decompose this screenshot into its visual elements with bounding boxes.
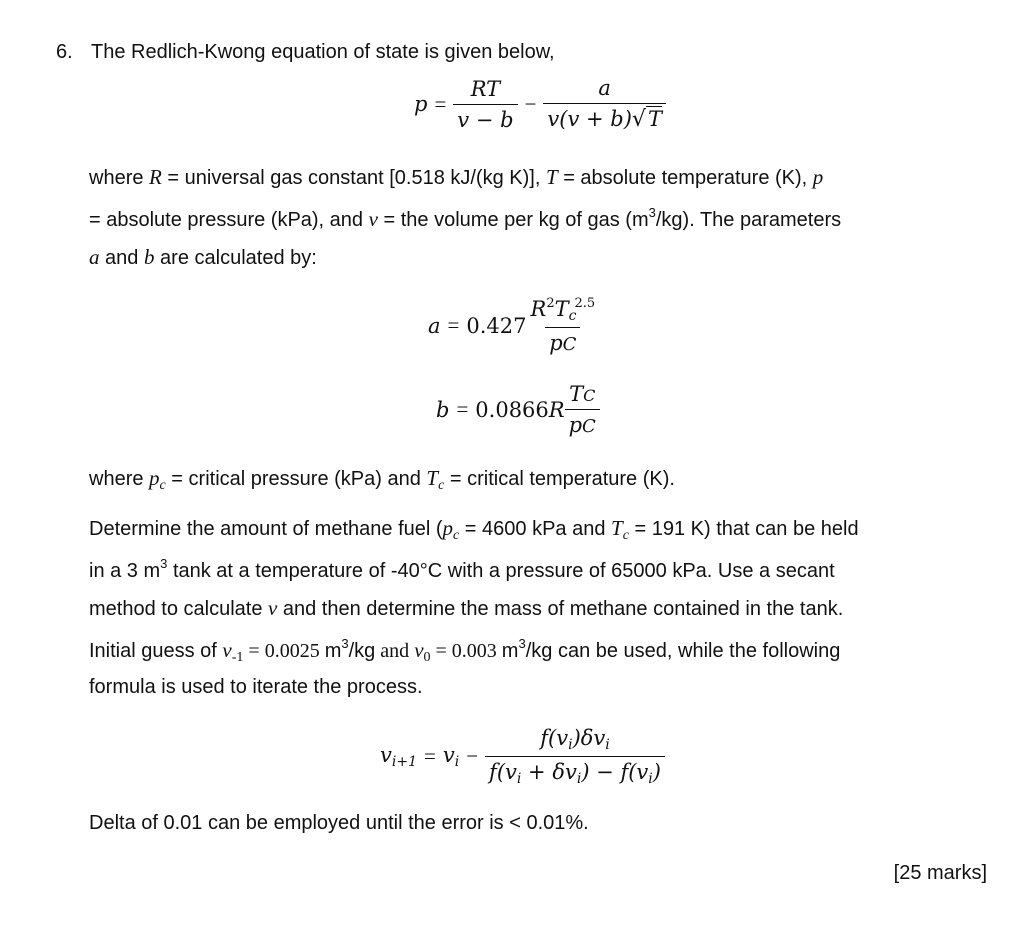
where-line-2 (89, 205, 841, 232)
text: m (501, 640, 519, 662)
symbol-pc: p (442, 516, 454, 540)
sym: p (549, 331, 563, 355)
text: and (375, 640, 415, 662)
eq-b-R: R (548, 397, 565, 422)
text: = 0.003 (430, 640, 502, 662)
equation-redlich-kwong (414, 76, 666, 132)
superscript: 3 (518, 636, 526, 651)
equation-a (428, 296, 599, 355)
symbol-v: v (268, 596, 278, 620)
fraction-secant-numerator (536, 726, 614, 756)
eq-p: p (414, 92, 428, 116)
text: are calculated by: (154, 247, 317, 269)
eq-iter-lhs (380, 743, 417, 770)
eq-a-lhs: a (428, 313, 441, 338)
superscript: 3 (160, 556, 168, 571)
subscript: i (454, 754, 460, 770)
text: and then determine the mass of methane contained in the tank. (277, 598, 844, 620)
problem-line-5: formula is used to iterate the process. (89, 676, 423, 698)
eq-b-coef: 0.0866 (475, 397, 549, 422)
subscript: C (582, 416, 596, 437)
text: /kg can be used, while the following (525, 640, 841, 662)
symbol-pc: p (149, 466, 160, 490)
question-number: 6. (56, 41, 73, 63)
symbol-b: b (143, 245, 155, 269)
sym: T (554, 297, 569, 321)
text: where (89, 468, 150, 490)
text: = absolute temperature (K), (557, 167, 813, 189)
marks-label: [25 marks] (893, 862, 987, 884)
fraction-b-params-denominator (565, 409, 600, 437)
sym: ) − f(v (581, 760, 649, 784)
subscript: C (562, 334, 577, 355)
subscript: c (159, 478, 166, 493)
sym: v (442, 743, 455, 767)
text: m (324, 640, 342, 662)
sym: ) (652, 760, 661, 784)
fraction-secant (485, 726, 665, 787)
eq-equals: = (447, 313, 460, 337)
where-line-3 (89, 245, 317, 270)
sym: T (569, 382, 584, 406)
fraction-secant-denominator (485, 756, 665, 787)
question-intro: The Redlich-Kwong equation of state is given below, (91, 41, 555, 63)
text: Determine the amount of methane fuel ( (89, 518, 443, 540)
text: = 4600 kPa and (459, 518, 612, 540)
eq-b-lhs: b (436, 397, 450, 422)
text: where (89, 167, 150, 189)
symbol-v: v (368, 207, 378, 231)
subscript: c (622, 528, 629, 543)
subscript: -1 (231, 650, 244, 665)
text: and (99, 247, 144, 269)
text: in a 3 m (89, 560, 161, 582)
sym: f(v (489, 760, 517, 784)
delta-line: Delta of 0.01 can be employed until the error is < 0.01%. (89, 812, 589, 834)
symbol-Tc: T (611, 516, 623, 540)
subscript: i (568, 737, 573, 753)
fraction-b-params (565, 382, 600, 437)
subscript: i+1 (391, 754, 417, 770)
eq-equals: = (424, 744, 436, 768)
text: Initial guess of (89, 640, 223, 662)
fraction-rt-denominator: v − b (453, 104, 517, 132)
subscript: i (648, 771, 653, 787)
sym: )δv (572, 726, 606, 750)
superscript: 2 (546, 296, 555, 311)
fraction-a-denominator (543, 103, 666, 132)
problem-line-2 (89, 556, 835, 583)
fraction-rt (453, 77, 517, 132)
symbol-T: T (545, 165, 558, 189)
fraction-b-params-numerator (565, 382, 599, 409)
eq-a-coef: 0.427 (466, 313, 527, 338)
text: method to calculate (89, 598, 268, 620)
text: = absolute pressure (kPa), and (89, 209, 369, 231)
text: /kg (348, 640, 376, 662)
subscript: i (576, 771, 582, 787)
eq-equals: = (434, 91, 447, 116)
sym: p (568, 413, 583, 437)
symbol-v0: v (414, 638, 424, 662)
fraction-a (543, 76, 666, 132)
text: = 0.0025 (243, 640, 325, 662)
sym: f(v (540, 726, 569, 750)
equation-secant (380, 726, 665, 787)
text: = 191 K) that can be held (628, 518, 859, 540)
subscript: i (516, 771, 522, 787)
problem-line-1 (89, 516, 859, 544)
sym: v (380, 743, 392, 767)
subscript: c (438, 478, 445, 493)
superscript: 2.5 (574, 296, 596, 311)
text: = universal gas constant [0.518 kJ/(kg K)], (161, 167, 546, 189)
symbol-v-minus1: v (222, 638, 232, 662)
problem-line-4 (89, 636, 840, 666)
subscript: 0 (423, 650, 431, 665)
where-critical-line (89, 466, 675, 494)
sym: + δv (521, 760, 577, 784)
symbol-Tc: T (426, 466, 439, 490)
sqrt-icon: √ (631, 107, 646, 132)
superscript: 3 (648, 205, 656, 220)
fraction-a-params-numerator (527, 296, 600, 327)
subscript: C (583, 386, 596, 405)
subscript: c (568, 308, 577, 324)
superscript: 3 (341, 636, 349, 651)
subscript: i (605, 737, 610, 753)
problem-line-3 (89, 596, 843, 621)
equation-b (436, 382, 600, 437)
subscript: c (453, 528, 460, 543)
text: = critical pressure (kPa) and (165, 468, 427, 490)
fraction-a-numerator: a (598, 76, 611, 100)
symbol-p: p (812, 165, 824, 189)
fraction-rt-numerator: RT (470, 76, 501, 101)
where-line-1 (89, 165, 823, 190)
eq-minus: − (466, 744, 479, 768)
eq-minus: − (524, 91, 537, 116)
eq-iter-vi (443, 743, 459, 770)
sym: R (530, 297, 547, 321)
text: = critical temperature (K). (444, 468, 675, 490)
sqrt-content: T (647, 107, 662, 131)
text: = the volume per kg of gas (m (377, 209, 649, 231)
symbol-R: R (149, 165, 162, 189)
eq-equals: = (456, 397, 469, 421)
text: /kg). The parameters (655, 209, 842, 231)
den-prefix: v(v + b) (547, 107, 632, 131)
fraction-a-params-denominator (545, 327, 580, 355)
text: tank at a temperature of -40°C with a pressure of 65000 kPa. Use a secant (167, 560, 835, 582)
symbol-a: a (89, 245, 100, 269)
fraction-a-params (527, 296, 600, 355)
